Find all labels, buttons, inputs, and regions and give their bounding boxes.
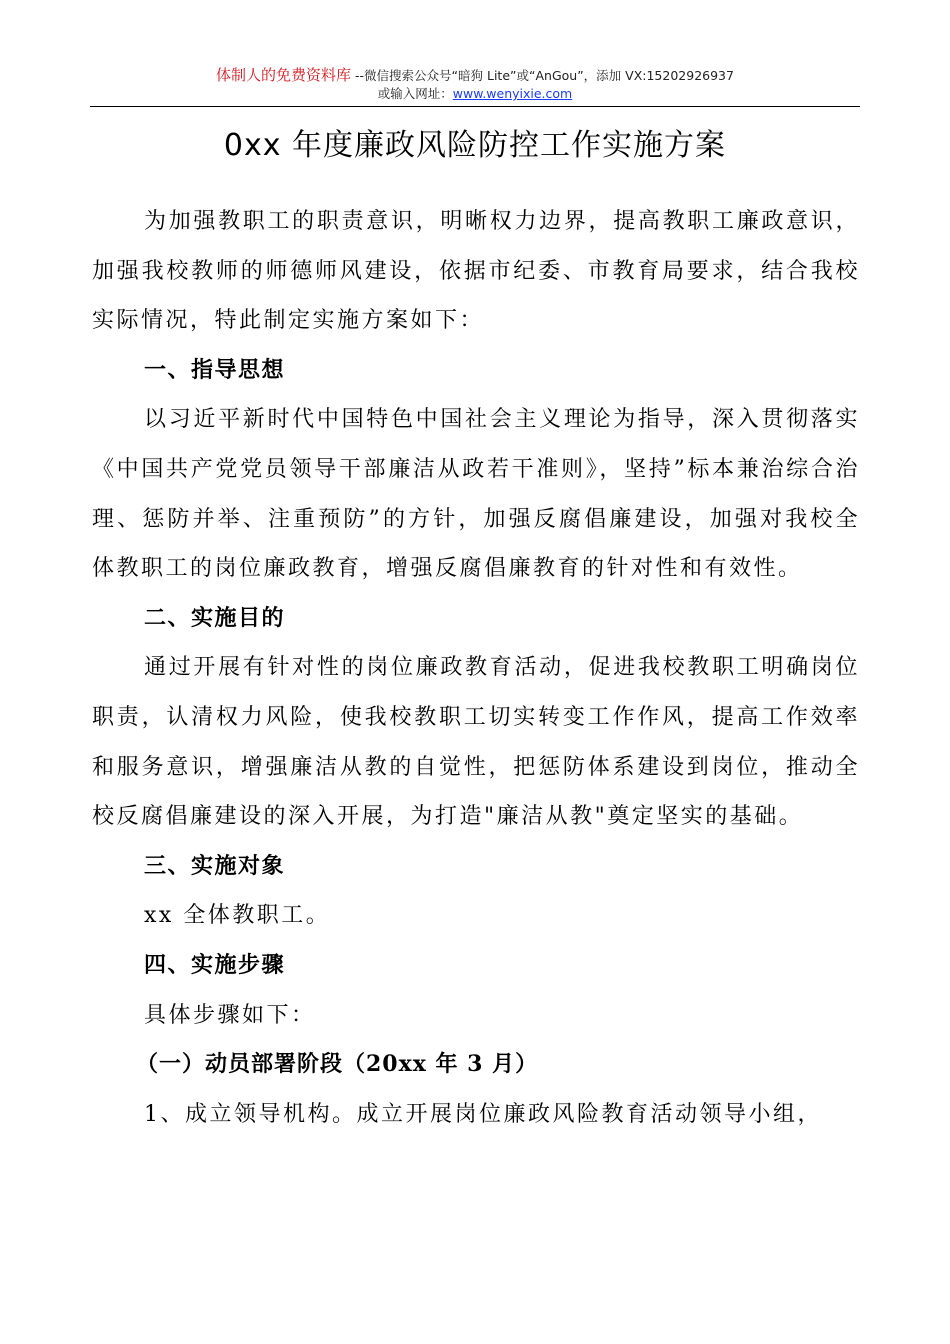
target-paragraph: xx 全体教职工。: [144, 903, 331, 929]
header-divider: [90, 106, 860, 107]
header-line-1: [90, 66, 860, 85]
section-heading-purpose: 二、实施目的: [144, 605, 286, 631]
subheading-mobilization: （一）动员部署阶段（20xx 年 3 月）: [136, 1051, 539, 1078]
header-brand: 体制人的免费资料库: [216, 66, 352, 84]
guiding-paragraph: 以习近平新时代中国特色中国社会主义理论为指导，深入贯彻落实《中国共产党党员领导干部廉洁从政若干准则》，坚持”标本兼治综合治理、惩防并举、注重预防”的方针，加强反腐倡廉建设，加强对我校全体教职工的岗位廉政教育，增强反腐倡廉教育的针对性和有效性。: [92, 407, 860, 582]
header-line-2: [90, 85, 860, 103]
purpose-paragraph: 通过开展有针对性的岗位廉政教育活动，促进我校教职工明确岗位职责，认清权力风险，使我校教职工切实转变工作作风，提高工作效率和服务意识，增强廉洁从教的自觉性，把惩防体系建设到岗位，推动全校反腐倡廉建设的深入开展，为打造"廉洁从教"奠定坚实的基础。: [92, 655, 860, 830]
section-heading-target: 三、实施对象: [144, 853, 286, 879]
section-heading-steps: 四、实施步骤: [144, 952, 286, 978]
document-header: [90, 66, 860, 103]
step-1-paragraph: 1、成立领导机构。成立开展岗位廉政风险教育活动领导小组，: [144, 1101, 822, 1127]
header-url-prefix: 或输入网址：: [377, 86, 453, 101]
section-heading-guiding: 一、指导思想: [144, 357, 286, 383]
header-url-link[interactable]: www.wenyixie.com: [452, 86, 573, 101]
intro-paragraph: 为加强教职工的职责意识，明晰权力边界，提高教职工廉政意识，加强我校教师的师德师风建设，依据市纪委、市教育局要求，结合我校实际情况，特此制定实施方案如下：: [92, 209, 860, 334]
steps-intro-paragraph: 具体步骤如下：: [144, 1002, 316, 1028]
header-info: --微信搜索公众号“暗狗 Lite”或“AnGou”，添加 VX:15202926937: [351, 68, 734, 83]
document-title: 0xx 年度廉政风险防控工作实施方案: [223, 128, 727, 163]
document-body: [92, 197, 860, 1139]
